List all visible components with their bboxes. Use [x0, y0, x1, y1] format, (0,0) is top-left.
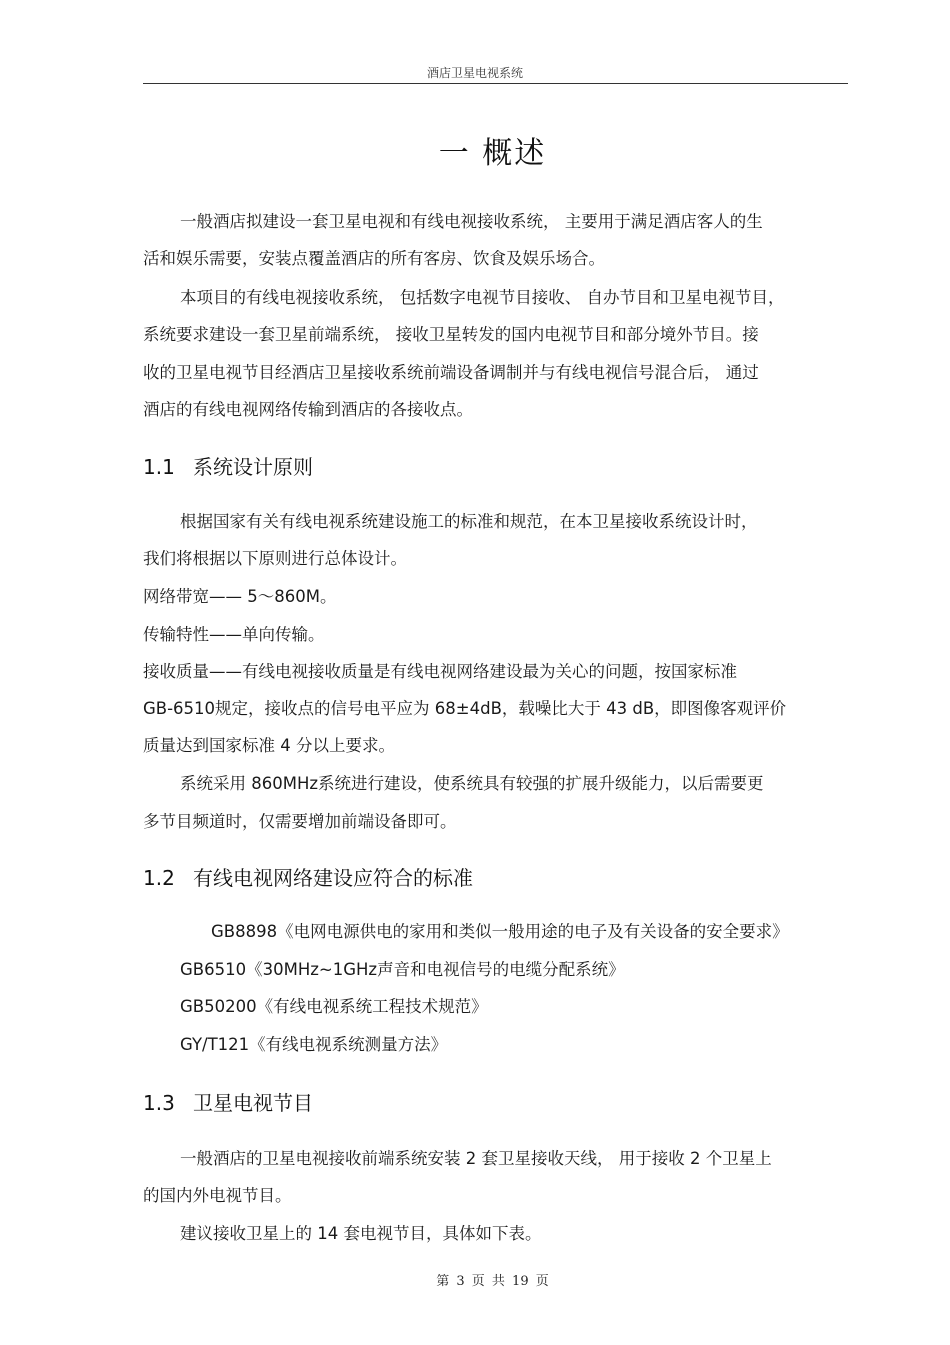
s11-line1: 根据国家有关有线电视系统建设施工的标准和规范，在本卫星接收系统设计时， [180, 512, 758, 531]
s11-system-line2: 多节目频道时，仅需要增加前端设备即可。 [143, 812, 457, 831]
overview-p1-line2: 活和娱乐需要，安装点覆盖酒店的所有客房、饮食及娱乐场合。 [143, 249, 605, 268]
section-number: 1.3 [143, 1091, 175, 1115]
overview-p1-line1: 一般酒店拟建设一套卫星电视和有线电视接收系统， 主要用于满足酒店客人的生 [180, 212, 763, 231]
s11-bandwidth: 网络带宽—— 5～860M。 [143, 587, 337, 606]
section-1-2-heading [143, 862, 473, 891]
chapter-title: 一 概述 [438, 136, 547, 171]
s11-system-line1: 系统采用 860MHz系统进行建设，使系统具有较强的扩展升级能力，以后需要更 [180, 774, 764, 793]
section-number: 1.2 [143, 866, 175, 890]
s13-line2: 的国内外电视节目。 [143, 1186, 292, 1205]
s11-quality-line1: 接收质量——有线电视接收质量是有线电视网络建设最为关心的问题，按国家标准 [143, 662, 737, 681]
standard-gb8898: GB8898《电网电源供电的家用和类似一般用途的电子及有关设备的安全要求》 [211, 922, 789, 941]
running-header: 酒店卫星电视系统 [426, 66, 523, 80]
standard-gb6510: GB6510《30MHz~1GHz声音和电视信号的电缆分配系统》 [180, 960, 625, 979]
s13-line1: 一般酒店的卫星电视接收前端系统安装 2 套卫星接收天线， 用于接收 2 个卫星上 [180, 1149, 772, 1168]
s11-quality-line2: GB-6510规定，接收点的信号电平应为 68±4dB，载噪比大于 43 dB，即图像客观评价 [143, 699, 787, 718]
page-number: 第 3 页 共 19 页 [436, 1274, 549, 1289]
section-title: 有线电视网络建设应符合的标准 [193, 866, 473, 890]
section-title: 卫星电视节目 [193, 1091, 313, 1115]
section-number: 1.1 [143, 455, 175, 479]
overview-p2-line3: 收的卫星电视节目经酒店卫星接收系统前端设备调制并与有线电视信号混合后， 通过 [143, 363, 759, 382]
s11-quality-line3: 质量达到国家标准 4 分以上要求。 [143, 736, 395, 755]
section-1-3-heading [143, 1087, 313, 1116]
section-title: 系统设计原则 [193, 455, 313, 479]
section-1-1-heading [143, 451, 313, 480]
standard-gb50200: GB50200《有线电视系统工程技术规范》 [180, 997, 488, 1016]
s11-transmission: 传输特性——单向传输。 [143, 625, 325, 644]
header-rule [143, 83, 848, 84]
s13-line3: 建议接收卫星上的 14 套电视节目，具体如下表。 [180, 1224, 542, 1243]
overview-p2-line1: 本项目的有线电视接收系统， 包括数字电视节目接收、 自办节目和卫星电视节目， [180, 288, 785, 307]
overview-p2-line2: 系统要求建设一套卫星前端系统， 接收卫星转发的国内电视节目和部分境外节目。接 [143, 325, 759, 344]
standard-gyt121: GY/T121《有线电视系统测量方法》 [180, 1035, 448, 1054]
s11-line2: 我们将根据以下原则进行总体设计。 [143, 549, 407, 568]
overview-p2-line4: 酒店的有线电视网络传输到酒店的各接收点。 [143, 400, 473, 419]
